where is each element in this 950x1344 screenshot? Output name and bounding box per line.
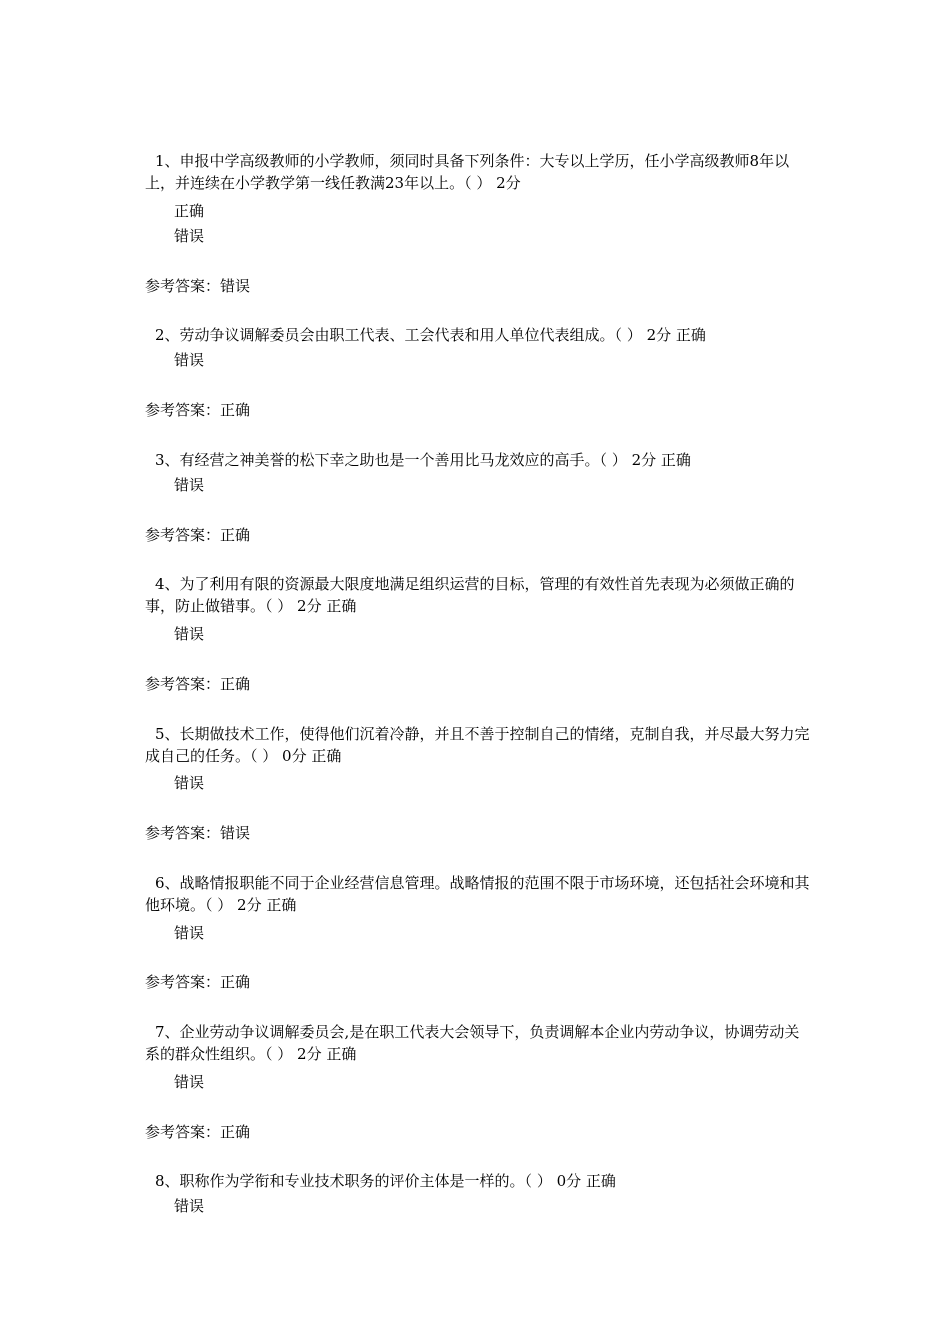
question-7-text: 7、企业劳动争议调解委员会,是在职工代表大会领导下，负责调解本企业内劳动争议，协调劳动关系的群众性组织。（ ） 2分 正确: [145, 1023, 800, 1063]
question-4-option-wrong: 错误: [174, 625, 205, 643]
question-2-text: 2、劳动争议调解委员会由职工代表、工会代表和用人单位代表组成。（ ） 2分 正确: [155, 326, 706, 344]
question-1-option-wrong: 错误: [174, 227, 205, 245]
question-8-option-wrong: 错误: [174, 1197, 205, 1215]
question-1-option-correct: 正确: [174, 202, 205, 220]
question-5-answer: 参考答案：错误: [145, 824, 251, 842]
question-6-answer: 参考答案：正确: [145, 973, 251, 991]
question-7-answer: 参考答案：正确: [145, 1123, 251, 1141]
question-1-text: 1、申报中学高级教师的小学教师，须同时具备下列条件：大专以上学历，任小学高级教师8年以上，并连续在小学教学第一线任教满23年以上。（ ） 2分: [145, 152, 790, 192]
question-3-text: 3、有经营之神美誉的松下幸之助也是一个善用比马龙效应的高手。（ ） 2分 正确: [155, 451, 691, 469]
question-4-text: 4、为了利用有限的资源最大限度地满足组织运营的目标，管理的有效性首先表现为必须做正确的事，防止做错事。（ ） 2分 正确: [145, 575, 795, 615]
question-7-option-wrong: 错误: [174, 1073, 205, 1091]
question-3-option-wrong: 错误: [174, 476, 205, 494]
question-2-option-wrong: 错误: [174, 351, 205, 369]
question-4-answer: 参考答案：正确: [145, 675, 251, 693]
question-2-answer: 参考答案：正确: [145, 401, 251, 419]
question-3-answer: 参考答案：正确: [145, 526, 251, 544]
question-6-option-wrong: 错误: [174, 924, 205, 942]
question-8-text: 8、职称作为学衔和专业技术职务的评价主体是一样的。（ ） 0分 正确: [155, 1172, 616, 1190]
question-6-text: 6、战略情报职能不同于企业经营信息管理。战略情报的范围不限于市场环境，还包括社会环境和其他环境。（ ） 2分 正确: [145, 874, 810, 914]
question-5-text: 5、长期做技术工作，使得他们沉着冷静，并且不善于控制自己的情绪，克制自我，并尽最大努力完成自己的任务。（ ） 0分 正确: [145, 725, 810, 765]
question-1-answer: 参考答案：错误: [145, 277, 251, 295]
question-5-option-wrong: 错误: [174, 774, 205, 792]
